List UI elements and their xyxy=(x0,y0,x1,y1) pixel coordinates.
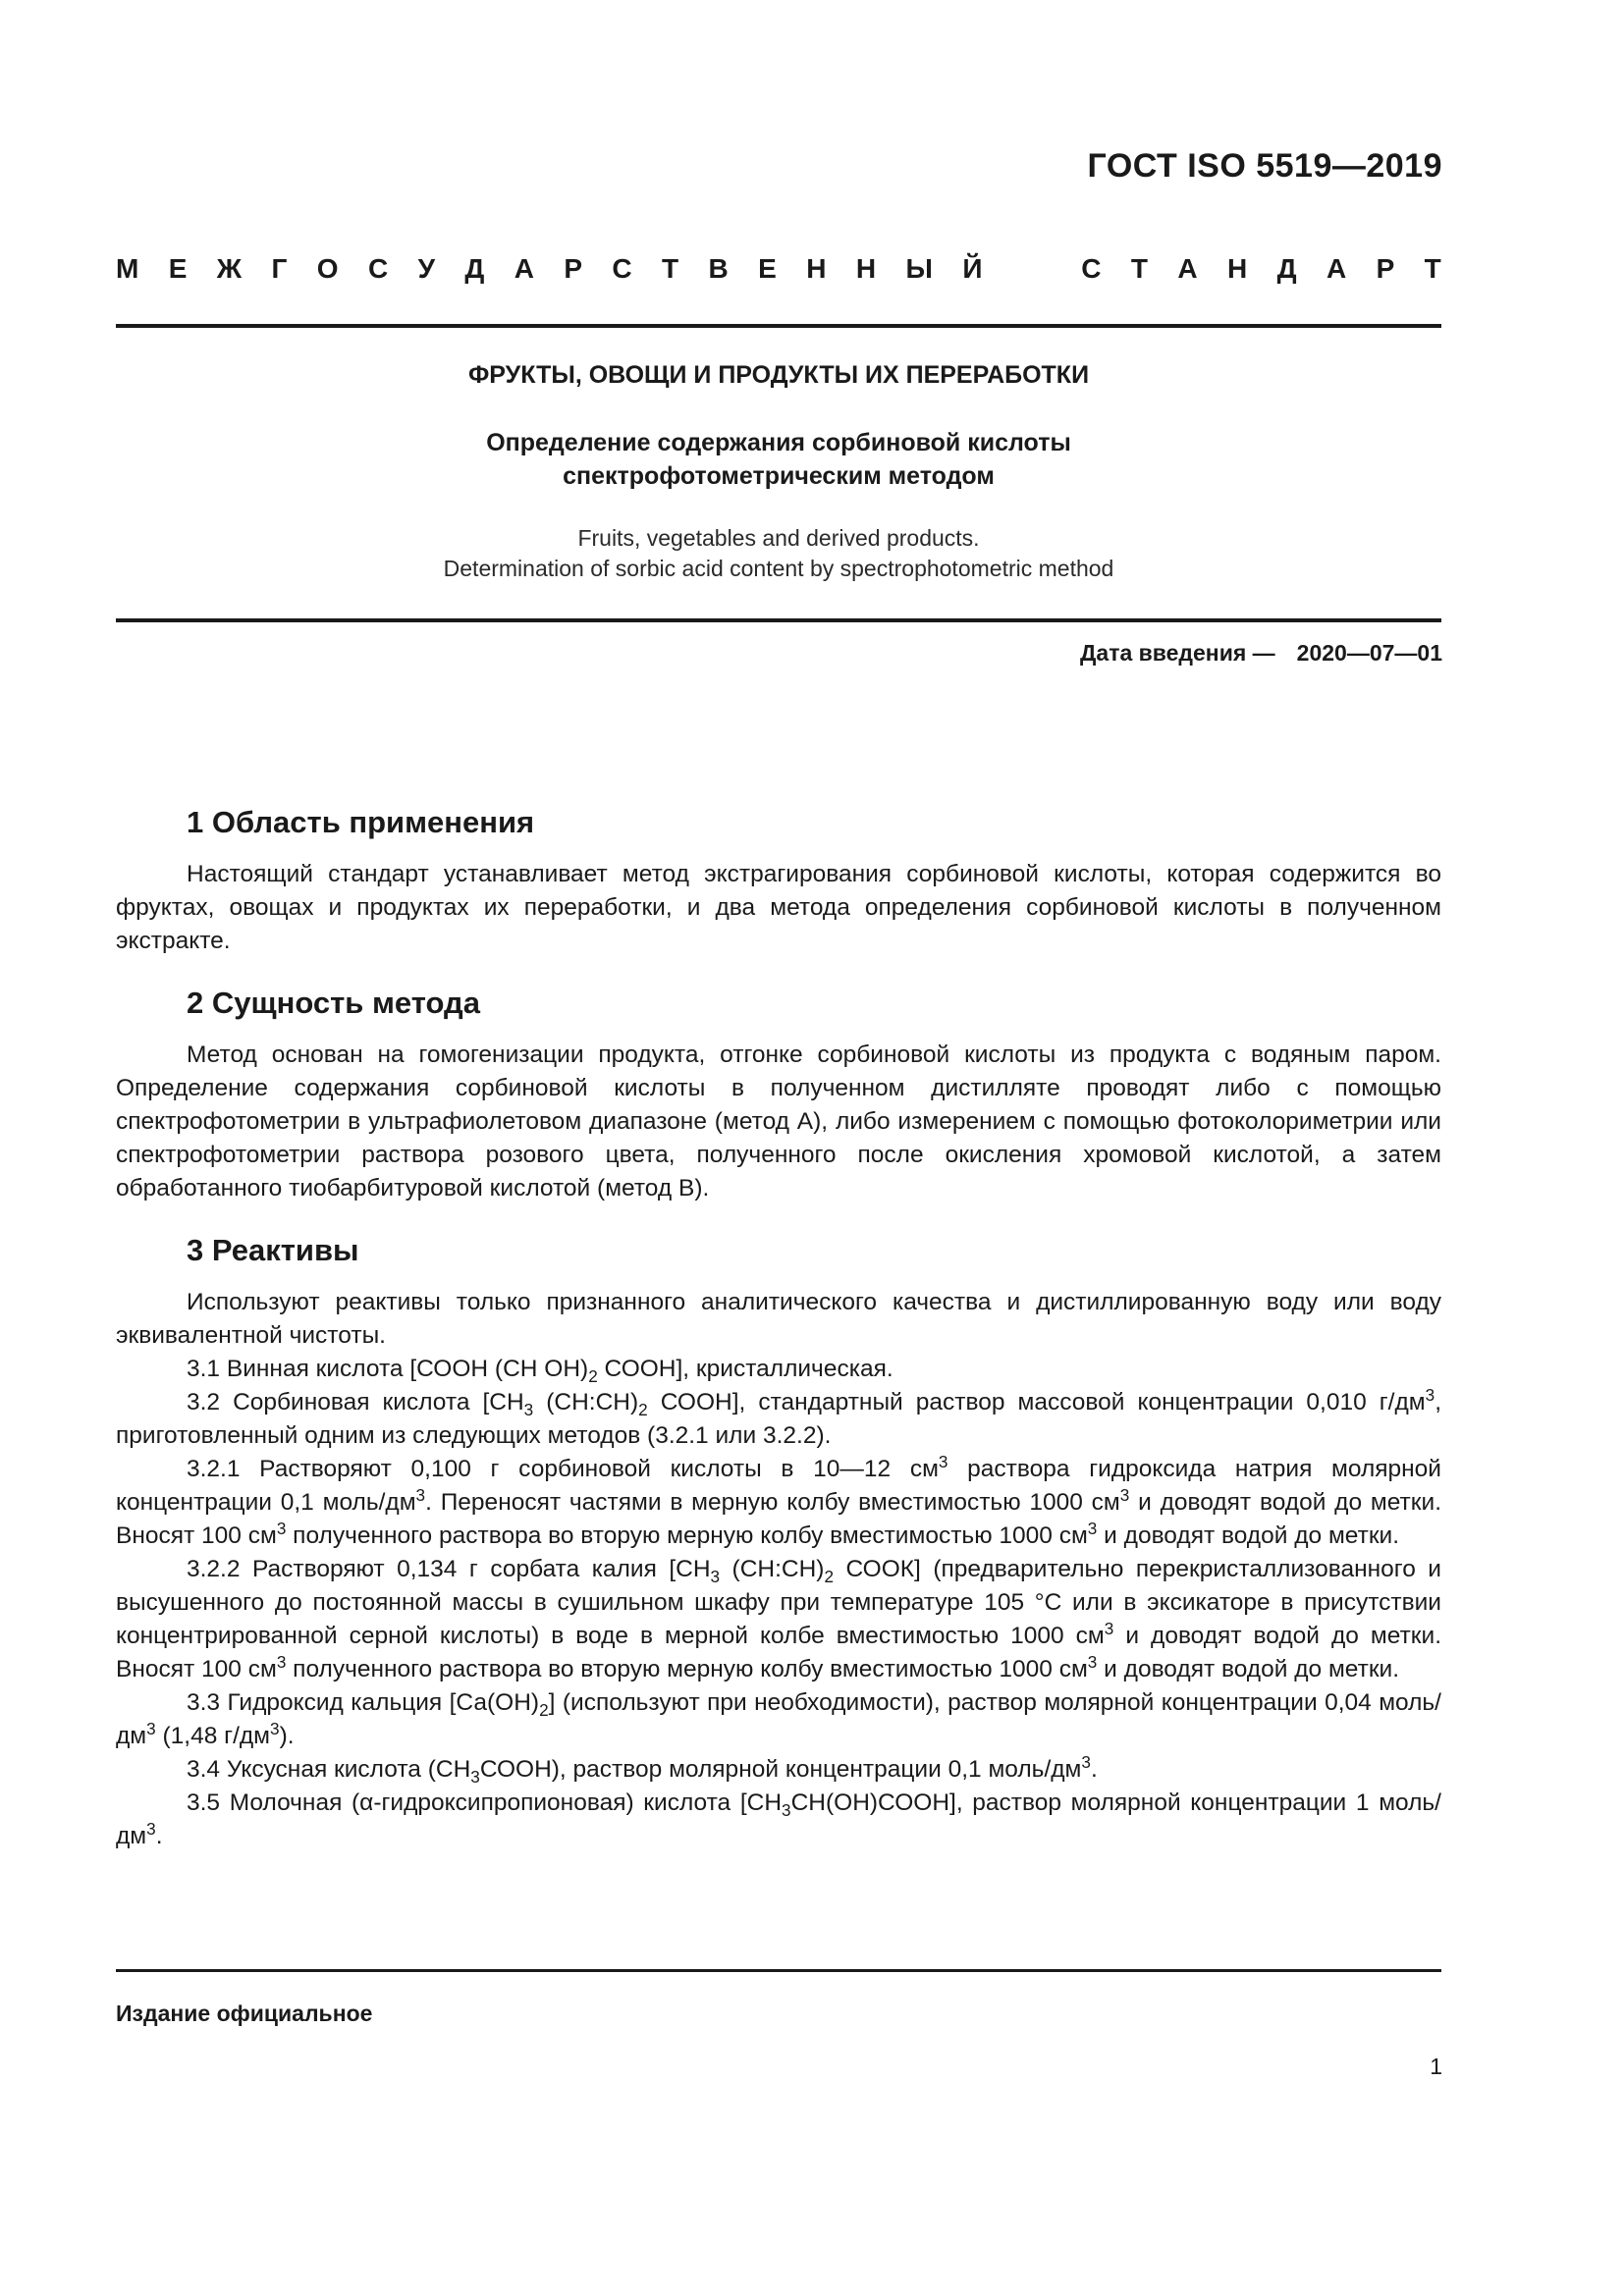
clause-3-5: 3.5 Молочная (α-гидроксипропионовая) кислота $[СН_3СН(ОН)СООН]$, раствор молярной концентрации 1 моль/$дм^3$. xyxy=(116,1789,1441,1849)
banner-letter: А xyxy=(514,253,534,284)
date-value: 2020—07—01 xyxy=(1296,640,1442,666)
banner-letter: Ж xyxy=(216,253,243,284)
footer-divider xyxy=(116,1969,1441,1972)
banner-letter: Е xyxy=(168,253,188,284)
banner-letter: А xyxy=(1326,253,1347,284)
date-label: Дата введения — xyxy=(1080,640,1275,666)
document-title: ФРУКТЫ, ОВОЩИ И ПРОДУКТЫ ИХ ПЕРЕРАБОТКИ xyxy=(467,361,1090,389)
banner-letter: Г xyxy=(271,253,288,284)
banner-letter: У xyxy=(417,253,435,284)
standard-code: ГОСТ ISO 5519—2019 xyxy=(1087,147,1442,185)
clause-3-1: 3.1 Винная кислота [СООН (СН $ОН)_2$ СООН], кристаллическая. xyxy=(187,1356,893,1386)
english-title-line-1: Fruits, vegetables and derived products. xyxy=(577,525,980,551)
subtitle-line-2: спектрофотометрическим методом xyxy=(563,462,995,490)
document-subtitle xyxy=(116,426,1441,493)
section-heading: 3 Реактивы xyxy=(187,1233,359,1267)
introduction-date xyxy=(1080,640,1442,667)
clause-3-4: 3.4 Уксусная кислота $(СН_3СООН)$, раствор молярной концентрации 0,1 моль/$дм^3$. xyxy=(187,1751,1098,1787)
banner-letter: Р xyxy=(1376,253,1395,284)
banner-letter: Е xyxy=(758,253,777,284)
english-title xyxy=(116,523,1441,584)
banner-letter: А xyxy=(1177,253,1198,284)
banner-letter: Р xyxy=(564,253,583,284)
clause-3-2-2: 3.2.2 Растворяют 0,134 г сорбата калия [$СН_3$ $(СН:СН)_2$ СООК] (предварительно перекристаллизованного и высушенного до постоянной массы в сушильном шкафу при температуре 105 °С или в эксикаторе в присутствии концентрированной серной кислоты) в воде в мерной колбе вместимостью 1000 $см^3$ и доводят водой до метки. Вносят 100 $см^3$ полученного раствора во вторую мерную колбу вместимостью 1000 $см^3$ и доводят водой до метки. xyxy=(116,1556,1441,1682)
banner-letter: С xyxy=(367,253,389,284)
banner-letter: В xyxy=(708,253,729,284)
page-number: 1 xyxy=(1430,2054,1442,2079)
banner-letter: Й xyxy=(962,253,983,284)
banner-letter: С xyxy=(612,253,632,284)
section-heading: 1 Область применения xyxy=(187,805,535,839)
banner-letter: Н xyxy=(855,253,877,284)
section-heading: 2 Сущность метода xyxy=(187,986,480,1020)
banner-word-gap xyxy=(1012,253,1052,285)
paragraph: Используют реактивы только признанного аналитического качества и дистиллированную воду или воду эквивалентной чистоты. xyxy=(116,1289,1441,1349)
interstate-standard-banner xyxy=(116,253,1441,285)
banner-letter: М xyxy=(116,253,139,284)
clause-3-2: 3.2 Сорбиновая кислота [$СН_3$ $(СН:СН)_2$ СООН], стандартный раствор массовой концентрации 0,010 $г/дм^3$, приготовленный одним из следующих методов (3.2.1 или 3.2.2). xyxy=(116,1384,1441,1449)
clause-3-2-1: 3.2.1 Растворяют 0,100 г сорбиновой кислоты в 10—12 $см^3$ раствора гидроксида натрия молярной концентрации 0,1 моль/$дм^3$. Переносят частями в мерную колбу вместимостью 1000 $см^3$ и доводят водой до метки. Вносят 100 $см^3$ полученного раствора во вторую мерную колбу вместимостью 1000 $см^3$ и доводят водой до метки. xyxy=(116,1451,1441,1549)
banner-letter: О xyxy=(316,253,339,284)
paragraph: Настоящий стандарт устанавливает метод экстрагирования сорбиновой кислоты, которая содержится во фруктах, овощах и продуктах их переработки, и два метода определения сорбиновой кислоты в полученном экстракте. xyxy=(116,861,1441,954)
banner-letter: Д xyxy=(1276,253,1297,284)
banner-letter: Т xyxy=(1130,253,1148,284)
subtitle-line-1: Определение содержания сорбиновой кислоты xyxy=(486,429,1071,456)
banner-letter: Т xyxy=(1424,253,1441,284)
banner-letter: Н xyxy=(1226,253,1248,284)
document-body xyxy=(116,803,1441,1879)
section-reagents xyxy=(116,1231,1441,1853)
english-title-line-2: Determination of sorbic acid content by spectrophotometric method xyxy=(443,556,1114,581)
banner-letter: Н xyxy=(806,253,827,284)
section-scope xyxy=(116,803,1441,958)
banner-letter: Т xyxy=(662,253,679,284)
section-method-principle xyxy=(116,984,1441,1205)
title-divider xyxy=(116,618,1441,622)
banner-letter: С xyxy=(1081,253,1102,284)
banner-letter: Д xyxy=(464,253,485,284)
paragraph: Метод основан на гомогенизации продукта, отгонке сорбиновой кислоты из продукта с водяным паром. Определение содержания сорбиновой кислоты в полученном дистилляте проводят либо с помощью спектрофотометрии в ультрафиолетовом диапазоне (метод А), либо измерением с помощью фотоколориметрии или спектрофотометрии раствора розового цвета, полученного после окисления хромовой кислотой, а затем обработанного тиобарбитуровой кислотой (метод В). xyxy=(116,1041,1441,1201)
official-edition-label: Издание официальное xyxy=(116,2001,373,2026)
clause-3-3: 3.3 Гидроксид кальция $[Са(ОН)_2]$ (используют при необходимости), раствор молярной концентрации 0,04 моль/$дм^3$ (1,48 $г/дм^3$). xyxy=(116,1689,1441,1749)
header-divider xyxy=(116,324,1441,328)
banner-letter: Ы xyxy=(905,253,933,284)
